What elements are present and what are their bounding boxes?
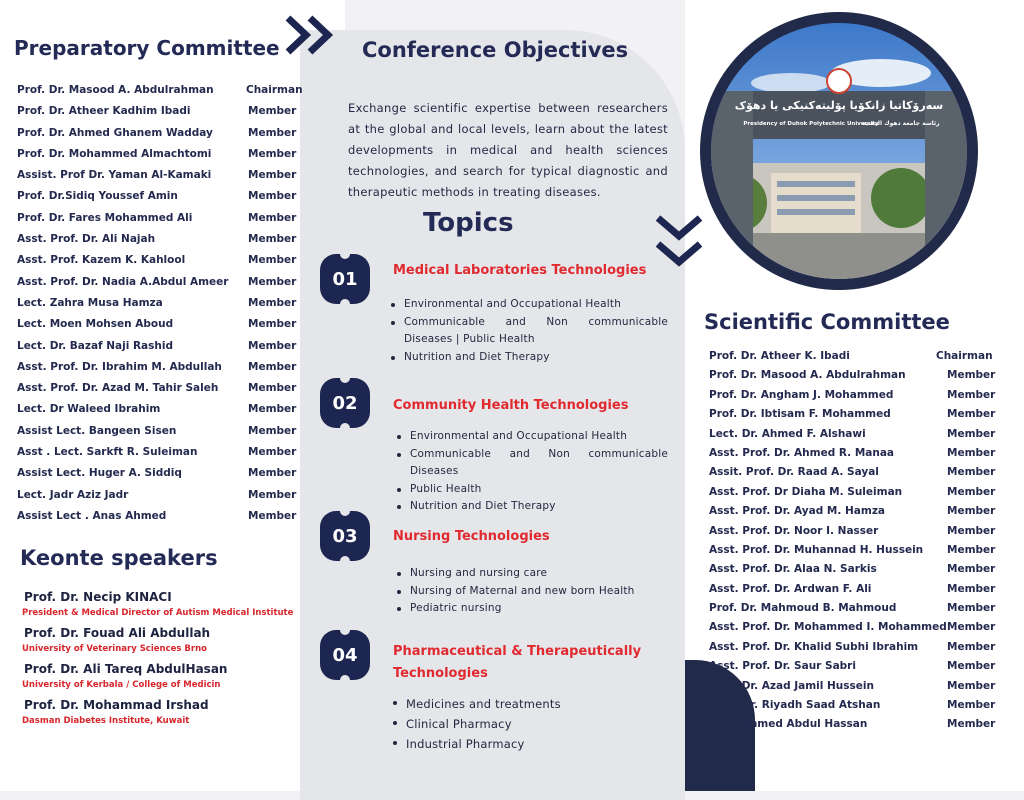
topic-bullet: Public Health: [394, 481, 668, 499]
topic-number-badge: 04: [320, 630, 370, 680]
member-role: Member: [947, 699, 996, 712]
committee-member-row: [709, 563, 994, 582]
committee-member-row: [17, 361, 302, 382]
committee-member-row: [709, 369, 994, 388]
committee-member-row: [709, 621, 994, 640]
member-name: Asst. Prof. Dr. Muhannad H. Hussein: [709, 543, 924, 556]
speaker-name: Prof. Dr. Fouad Ali Abdullah: [24, 626, 211, 640]
topic-title: Nursing Technologies: [393, 529, 550, 544]
member-name: Asst. Prof. Dr. Ayad M. Hamza: [709, 505, 886, 518]
committee-member-row: [17, 318, 302, 339]
member-name: Lect. Dr. Bazaf Naji Rashid: [17, 339, 173, 352]
member-name: Asst. Prof. Dr. Nadia A.Abdul Ameer: [17, 275, 229, 288]
topic-bullet: Nursing of Maternal and new born Health: [394, 583, 668, 601]
committee-member-row: [709, 389, 994, 408]
member-role: Member: [947, 446, 996, 459]
scientific-committee-title: Scientific Committee: [704, 310, 950, 334]
topic-bullet-list: [394, 428, 668, 516]
member-name: Asst. Prof. Dr. Ahmed R. Manaa: [709, 446, 894, 459]
member-name: Prof. Dr. Masood A. Abdulrahman: [709, 369, 906, 382]
member-name: Asst. Prof. Dr Diaha M. Suleiman: [709, 485, 903, 498]
member-role: Member: [248, 318, 297, 331]
member-name: Assist Lect. Bangeen Sisen: [17, 424, 177, 437]
member-name: Asst. Prof. Dr. Ibrahim M. Abdullah: [17, 360, 222, 373]
committee-member-row: [17, 84, 302, 105]
committee-member-row: [17, 446, 302, 467]
committee-member-row: [709, 718, 994, 737]
member-role: Member: [248, 339, 297, 352]
member-name: Assist Lect. Huger A. Siddiq: [17, 467, 182, 480]
member-name: Prof. Dr. Atheer Kadhim Ibadi: [17, 105, 191, 118]
speaker-name: Prof. Dr. Necip KINACI: [24, 590, 172, 604]
member-role: Member: [947, 660, 996, 673]
member-name: Prof. Dr. Ahmed Ghanem Wadday: [17, 126, 213, 139]
topic-title: Community Health Technologies: [393, 398, 629, 413]
keynote-speakers-list: [20, 590, 320, 734]
member-role: Member: [248, 105, 297, 118]
topic-bullet: Environmental and Occupational Health: [394, 428, 668, 446]
topic-number-badge: 02: [320, 378, 370, 428]
topics-title: Topics: [423, 208, 514, 238]
committee-member-row: [17, 425, 302, 446]
member-role: Member: [248, 190, 297, 203]
topic-number-badge: 01: [320, 254, 370, 304]
topic-bullet: Communicable and Non communicable Diseases | Public Health: [388, 314, 668, 349]
keynote-speakers-title: Keonte speakers: [20, 546, 218, 570]
member-role: Member: [248, 211, 297, 224]
member-name: Prof. Dr. Mahmoud B. Mahmoud: [709, 602, 897, 615]
member-name: Assit. Prof. Dr. Raad A. Sayal: [709, 466, 879, 479]
committee-member-row: [709, 602, 994, 621]
member-name: Prof. Dr.Sidiq Youssef Amin: [17, 190, 178, 203]
speaker-affiliation: University of Veterinary Sciences Brno: [22, 644, 207, 654]
sign-arabic: سەرۆکاتیا زانکۆیا پۆلیتەکنیکی یا دهۆک: [734, 99, 944, 112]
member-name: Asst. Prof. Dr. Ardwan F. Ali: [709, 582, 872, 595]
member-name: Asst. Prof. Dr. Noor I. Nasser: [709, 524, 879, 537]
member-role: Chairman: [936, 350, 993, 362]
member-role: Member: [947, 466, 996, 479]
member-role: Member: [248, 360, 297, 373]
committee-member-row: [709, 408, 994, 427]
committee-member-row: [17, 489, 302, 510]
speaker-affiliation: President & Medical Director of Autism Medical Institute: [22, 608, 294, 618]
topic-bullet: Environmental and Occupational Health: [388, 296, 668, 314]
member-name: Assist. Prof Dr. Yaman Al-Kamaki: [17, 169, 212, 182]
member-role: Member: [947, 602, 996, 615]
topic-bullet-list: [390, 694, 664, 754]
committee-member-row: [709, 466, 994, 485]
member-name: Prof. Dr. Atheer K. Ibadi: [709, 350, 850, 362]
member-role: Member: [947, 388, 996, 401]
member-role: Member: [947, 505, 996, 518]
committee-member-row: [709, 350, 994, 369]
topic-bullet: Nutrition and Diet Therapy: [394, 498, 668, 516]
member-role: Chairman: [246, 84, 303, 96]
member-role: Member: [248, 509, 297, 522]
member-role: Member: [947, 621, 996, 634]
member-name: Prof. Dr. Masood A. Abdulrahman: [17, 84, 214, 96]
topic-bullet: Industrial Pharmacy: [390, 734, 664, 754]
topic-bullet-list: [394, 565, 668, 618]
member-role: Member: [947, 369, 996, 382]
committee-member-row: [709, 544, 994, 563]
member-role: Member: [947, 563, 996, 576]
member-name: Asst. Prof. Kazem K. Kahlool: [17, 254, 186, 267]
conference-objectives-text: Exchange scientific expertise between researchers at the global and local levels, learn about the latest developments in medical and health sciences technologies, and search for typical diagnostic and therapeutic methods in treating diseases.: [348, 100, 668, 199]
topic-title: Pharmaceutical & Therapeutically Technologies: [393, 644, 642, 681]
committee-member-row: [17, 254, 302, 275]
member-role: Member: [248, 488, 297, 501]
member-role: Member: [248, 169, 297, 182]
member-name: Lect. Moen Mohsen Aboud: [17, 318, 174, 331]
scientific-committee-list: [709, 350, 994, 738]
member-name: Prof. Dr. Ibtisam F. Mohammed: [709, 408, 891, 421]
member-name: Lect. Dr. Ahmed F. Alshawi: [709, 427, 866, 440]
committee-member-row: [709, 428, 994, 447]
topic-bullet: Nutrition and Diet Therapy: [388, 349, 668, 367]
sign-english: Presidency of Duhok Polytechnic University: [743, 121, 879, 127]
member-role: Member: [248, 126, 297, 139]
committee-member-row: [17, 467, 302, 488]
member-role: Member: [248, 424, 297, 437]
member-role: Member: [248, 147, 297, 160]
member-name: Asst. Prof. Dr. Ali Najah: [17, 233, 156, 246]
committee-member-row: [709, 641, 994, 660]
member-role: Member: [248, 467, 297, 480]
member-name: Asst. Prof. Dr. Mohammed I. Mohammed: [709, 621, 947, 634]
university-building-photo: [711, 23, 967, 279]
committee-member-row: [709, 680, 994, 699]
committee-member-row: [709, 660, 994, 679]
member-name: Assist Lect . Anas Ahmed: [17, 509, 167, 522]
member-name: Asst. Prof. Dr. Khalid Subhi Ibrahim: [709, 640, 919, 653]
member-role: Member: [947, 485, 996, 498]
member-role: Member: [248, 233, 297, 246]
member-name: Lect. Jadr Aziz Jadr: [17, 488, 129, 501]
topic-bullet: Medicines and treatments: [390, 694, 664, 714]
member-name: Prof. Dr. Mohammed Almachtomi: [17, 147, 212, 160]
committee-member-row: [709, 525, 994, 544]
member-role: Member: [947, 524, 996, 537]
member-role: Member: [248, 254, 297, 267]
topic-number-badge: 03: [320, 511, 370, 561]
preparatory-committee-list: [17, 84, 302, 531]
preparatory-committee-title: Preparatory Committee: [14, 36, 280, 60]
speaker-affiliation: Dasman Diabetes Institute, Kuwait: [22, 716, 190, 726]
speaker-name: Prof. Dr. Ali Tareq AbdulHasan: [24, 662, 228, 676]
topic-bullet-list: [388, 296, 668, 366]
member-name: Asst. Prof. Dr. Azad M. Tahir Saleh: [17, 382, 219, 395]
topic-bullet: Pediatric nursing: [394, 600, 668, 618]
committee-member-row: [709, 486, 994, 505]
committee-member-row: [17, 340, 302, 361]
member-name: Lect. Zahra Musa Hamza: [17, 296, 163, 309]
committee-member-row: [17, 510, 302, 531]
committee-member-row: [17, 297, 302, 318]
committee-member-row: [17, 233, 302, 254]
member-role: Member: [248, 382, 297, 395]
member-name: Lect. Ahmed Abdul Hassan: [709, 718, 868, 731]
speaker-affiliation: University of Kerbala / College of Medicin: [22, 680, 221, 690]
member-role: Member: [947, 718, 996, 731]
topic-bullet: Nursing and nursing care: [394, 565, 668, 583]
member-name: Asst. Prof. Dr. Alaa N. Sarkis: [709, 563, 877, 576]
member-role: Member: [947, 582, 996, 595]
member-role: Member: [248, 275, 297, 288]
member-name: Lect. Dr Waleed Ibrahim: [17, 403, 161, 416]
committee-member-row: [17, 148, 302, 169]
committee-member-row: [709, 447, 994, 466]
topic-bullet: Clinical Pharmacy: [390, 714, 664, 734]
committee-member-row: [17, 382, 302, 403]
committee-member-row: [709, 699, 994, 718]
member-role: Member: [248, 403, 297, 416]
university-logo-icon: [827, 69, 851, 93]
topic-bullet: Communicable and Non communicable Diseases: [394, 446, 668, 481]
conference-objectives-title: Conference Objectives: [362, 38, 629, 62]
member-role: Member: [947, 679, 996, 692]
member-name: Prof. Dr. Angham J. Mohammed: [709, 388, 894, 401]
committee-member-row: [17, 403, 302, 424]
committee-member-row: [709, 505, 994, 524]
committee-member-row: [17, 212, 302, 233]
member-role: Member: [947, 640, 996, 653]
member-name: Lect. Dr. Riyadh Saad Atshan: [709, 699, 881, 712]
topic-title: Medical Laboratories Technologies: [393, 263, 647, 278]
speaker-name: Prof. Dr. Mohammad Irshad: [24, 698, 209, 712]
committee-member-row: [17, 169, 302, 190]
sign-arabic-secondary: رئاسة جامعة دهوك التقنية: [862, 120, 940, 127]
member-role: Member: [248, 446, 297, 459]
member-name: Asst. Prof. Dr. Saur Sabri: [709, 660, 856, 673]
committee-member-row: [17, 276, 302, 297]
member-name: Asst . Lect. Sarkft R. Suleiman: [17, 446, 198, 459]
committee-member-row: [17, 105, 302, 126]
member-name: Lect. Dr. Azad Jamil Hussein: [709, 679, 874, 692]
member-role: Member: [947, 427, 996, 440]
member-role: Member: [248, 296, 297, 309]
member-name: Prof. Dr. Fares Mohammed Ali: [17, 211, 193, 224]
double-chevron-right-icon: [284, 14, 338, 56]
member-role: Member: [947, 543, 996, 556]
committee-member-row: [709, 583, 994, 602]
committee-member-row: [17, 190, 302, 211]
member-role: Member: [947, 408, 996, 421]
committee-member-row: [17, 127, 302, 148]
